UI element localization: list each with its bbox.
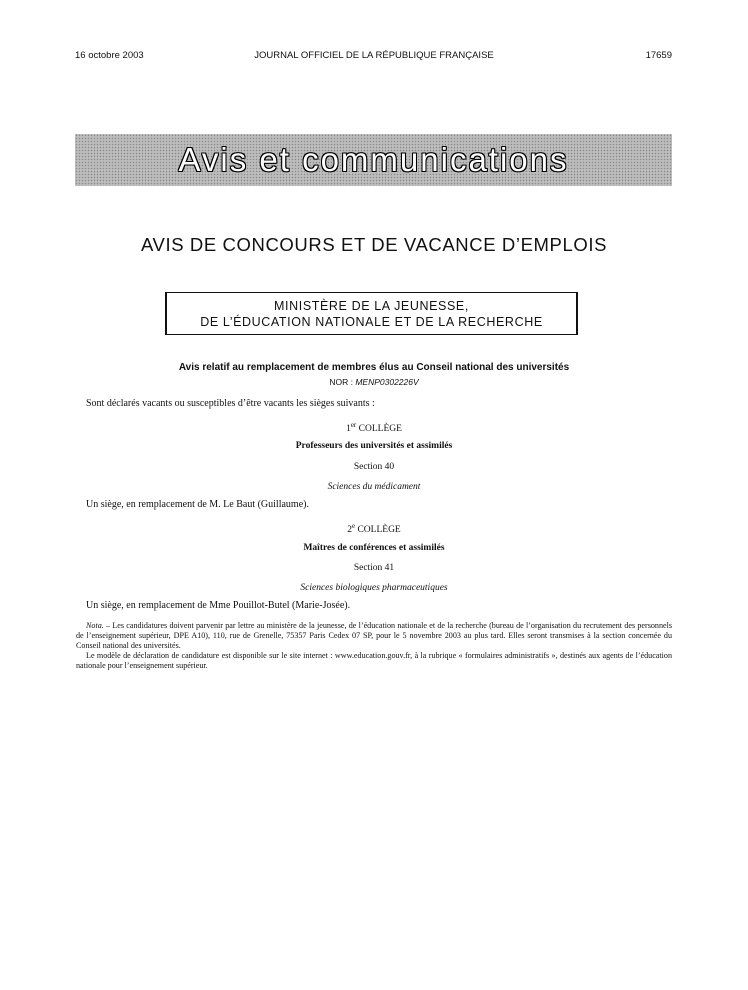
banner-title: Avis et communications: [178, 141, 569, 178]
college-1-section: Section 40: [353, 462, 395, 472]
college-1-seat: Un siège, en remplacement de M. Le Baut (Guillaume).: [86, 499, 309, 510]
note-paragraph-1: [76, 621, 672, 651]
college-1-sup: er: [350, 421, 357, 429]
college-2-discipline: Sciences biologiques pharmaceutiques: [300, 583, 448, 593]
section-banner: [75, 134, 672, 186]
journal-title: JOURNAL OFFICIEL DE LA RÉPUBLIQUE FRANÇAISE: [254, 50, 494, 61]
nor-label: NOR :: [329, 377, 353, 387]
college-1-label: COLLÈGE: [356, 424, 402, 435]
note-block: [76, 621, 672, 671]
college-1-discipline: Sciences du médicament: [327, 482, 421, 492]
ministry-line-2: DE L’ÉDUCATION NATIONALE ET DE LA RECHERCHE: [200, 315, 543, 329]
header-date: 16 octobre 2003: [75, 50, 144, 61]
notice-title: Avis relatif au remplacement de membres élus au Conseil national des universités: [178, 362, 570, 373]
nor-reference: [0, 377, 748, 387]
college-2-seat: Un siège, en remplacement de Mme Pouillot-Butel (Marie-Josée).: [86, 600, 351, 611]
note-label: Nota.: [86, 621, 104, 630]
college-2-sup: e: [351, 522, 356, 530]
nor-value: MENP0302226V: [355, 377, 419, 387]
note-paragraph-2: Le modèle de déclaration de candidature est disponible sur le site internet : www.education.gouv.fr, à la rubrique « formulaires administratifs », destinés aux agents de l’éducation nationale pour l’enseignement supérieur.: [76, 651, 672, 670]
ministry-line-1: MINISTÈRE DE LA JEUNESSE,: [274, 299, 469, 313]
college-1-heading: [0, 421, 748, 434]
college-2-heading: [0, 522, 748, 535]
college-1-number: 1: [346, 424, 351, 435]
section-heading: AVIS DE CONCOURS ET DE VACANCE D’EMPLOIS: [140, 234, 608, 255]
page-number: 17659: [645, 50, 672, 61]
intro-text: Sont déclarés vacants ou susceptibles d’être vacants les sièges suivants :: [86, 398, 375, 409]
note-text-1: – Les candidatures doivent parvenir par lettre au ministère de la jeunesse, de l’éducation nationale et de la recherche (bureau de l’organisation du recrutement des personnels de l’enseignement supérieur, DPE A10), 110, rue de Grenelle, 75357 Paris Cedex 07 SP, pour le 5 novembre 2003 au plus tard. Elles seront transmises à la section concernée du Conseil national des universités.: [76, 621, 672, 650]
college-1-group: Professeurs des universités et assimilés: [295, 441, 453, 451]
ministry-box: [165, 292, 578, 335]
college-2-section: Section 41: [353, 563, 395, 573]
college-2-group: Maîtres de conférences et assimilés: [303, 543, 445, 553]
college-2-number: 2: [347, 525, 352, 536]
college-2-label: COLLÈGE: [355, 525, 401, 536]
